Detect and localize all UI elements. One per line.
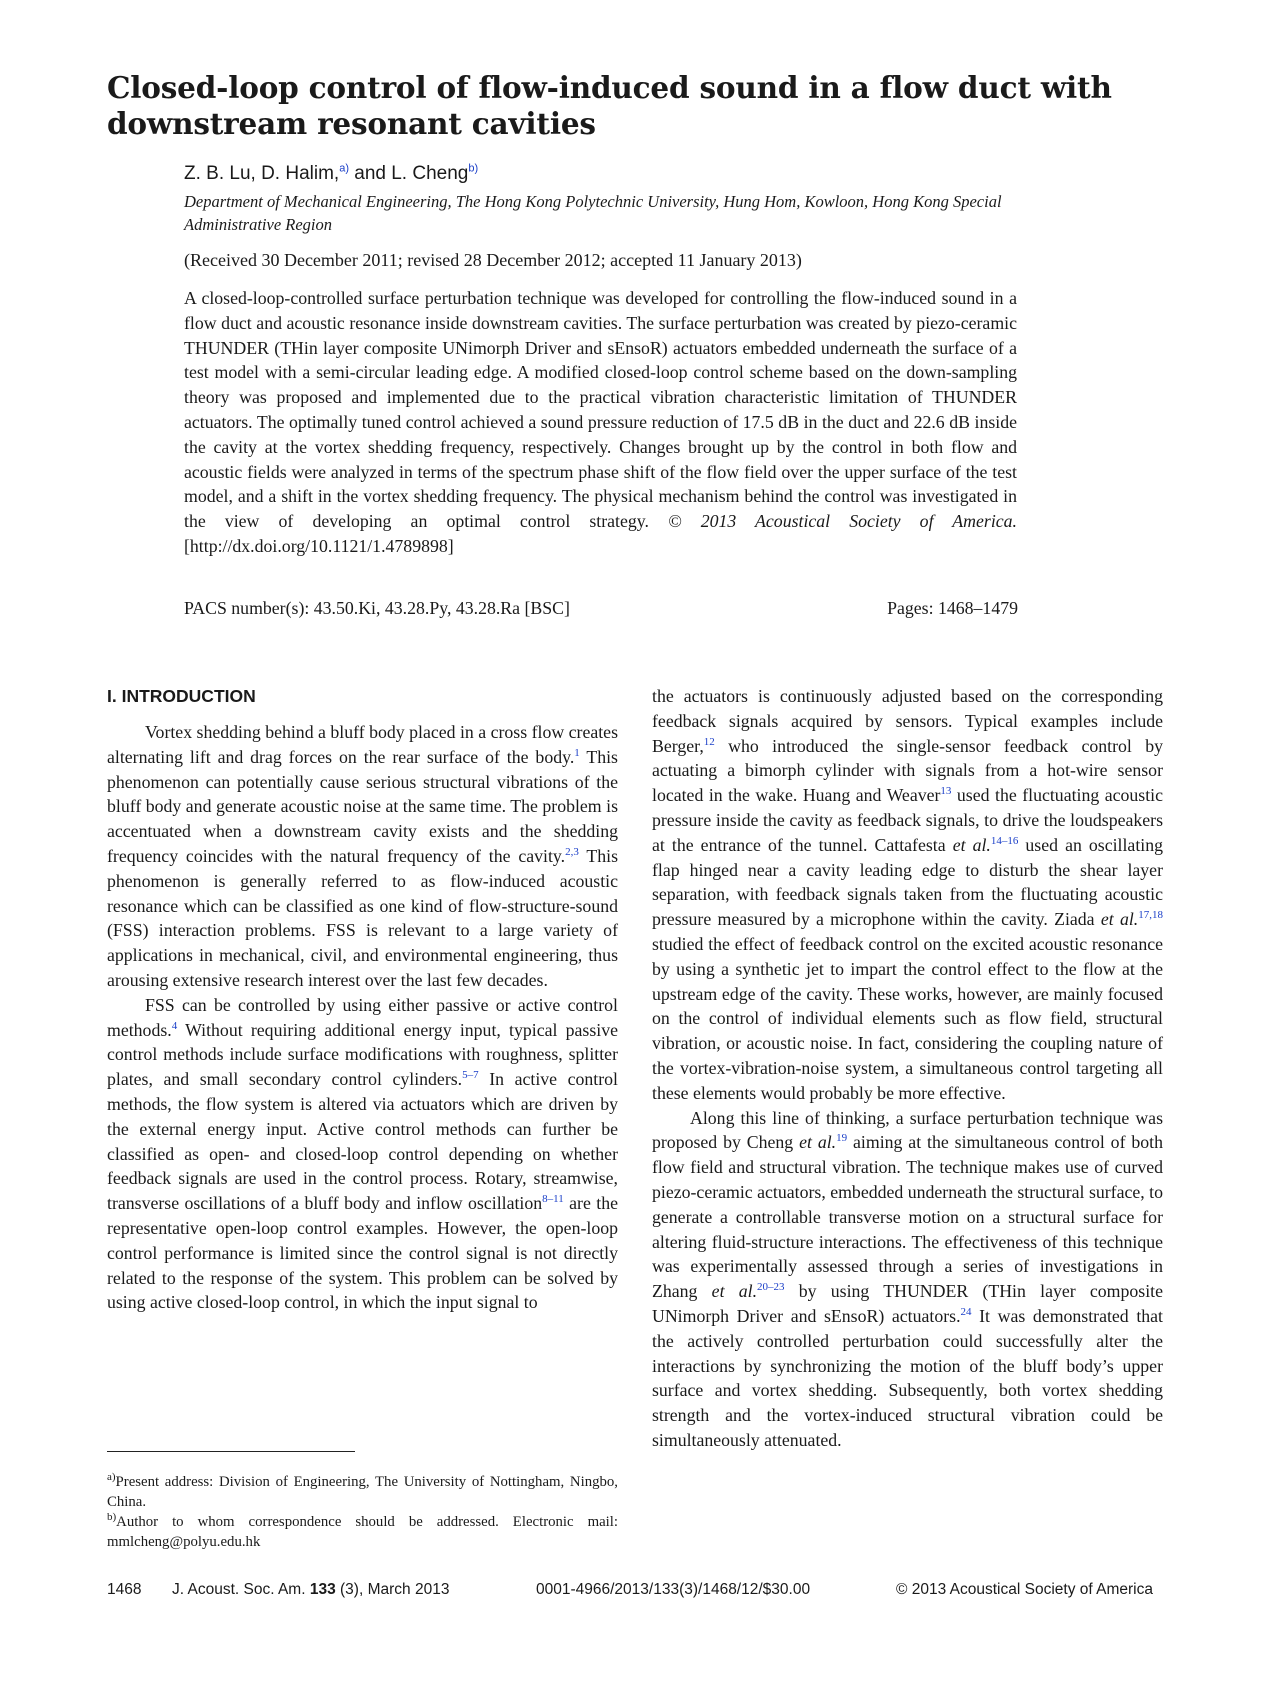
citation-ref[interactable]: 19	[836, 1132, 848, 1145]
text-run: used an oscillating flap hinged near a cavity leading edge to disturb the shear layer separation, with feedback signals taken from the fluctuating acoustic pressure measured by a microphone within the cavity. Ziada	[652, 834, 1163, 930]
text-run: This phenomenon can potentially cause serious structural vibrations of the bluff body and generate acoustic noise at the same time. The problem is accentuated when a downstream cavity exists and the shedding frequency coincides with the natural frequency of the cavity.	[107, 746, 618, 866]
intro-paragraph-2	[107, 993, 618, 1315]
text-run: Without requiring additional energy input, typical passive control methods include surface modifications with roughness, splitter plates, and small secondary control cylinders.	[107, 1019, 618, 1090]
citation-ref[interactable]: 2,3	[565, 846, 579, 859]
received-dates: (Received 30 December 2011; revised 28 December 2012; accepted 11 January 2013)	[184, 250, 802, 270]
citation-ref[interactable]: 20–23	[757, 1281, 785, 1294]
abstract-text: A closed-loop-controlled surface perturbation technique was developed for controlling the flow-induced sound in a flow duct and acoustic resonance inside downstream cavities. The surface perturbation was created by piezo-ceramic THUNDER (THin layer composite UNimorph Driver and sEnsoR) actuators embedded underneath the surface of a test model with a semi-circular leading edge. A modified closed-loop control scheme based on the down-sampling theory was proposed and implemented due to the practical vibration characteristic limitation of THUNDER actuators. The optimally tuned control achieved a sound pressure reduction of 17.5 dB in the duct and 22.6 dB inside the cavity at the vortex shedding frequency, respectively. Changes brought up by the control in both flow and acoustic fields were analyzed in terms of the spectrum phase shift of the flow field over the upper surface of the test model, and a shift in the vortex shedding frequency. The physical mechanism behind the control was investigated in the view of developing an optimal control strategy.	[184, 288, 1017, 532]
italic-run: et al.	[1100, 909, 1139, 930]
author-names-1: Z. B. Lu, D. Halim,	[184, 163, 340, 184]
footer-page-number: 1468	[107, 1581, 142, 1598]
citation-ref[interactable]: 12	[703, 735, 715, 748]
text-run: This phenomenon is generally referred to as flow-induced acoustic resonance which can be classified as one kind of flow-structure-sound (FSS) interaction problems. FSS is relevant to a large variety of applications in mechanical, civil, and environmental engineering, thus arousing extensive research interest over the last few decades.	[107, 845, 618, 990]
citation-ref[interactable]: 8–11	[542, 1193, 564, 1206]
text-run: In active control methods, the flow system is altered via actuators which are driven by the external energy input. Active control methods can further be classified as open- and closed-loop control depending on whether feedback signals are used in the control process. Rotary, streamwise, transverse oscillations of a bluff body and inflow oscillation	[107, 1069, 618, 1214]
paper-title: Closed-loop control of flow-induced sound in a flow duct with downstream resonant cavities	[107, 70, 1112, 141]
citation-ref[interactable]: 5–7	[462, 1069, 479, 1082]
abstract-doi[interactable]: [http://dx.doi.org/10.1121/1.4789898]	[184, 535, 454, 556]
text-run: Along this line of thinking, a surface perturbation technique was proposed by Cheng	[652, 1107, 1163, 1153]
author-list	[184, 163, 478, 185]
text-run: FSS can be controlled by using either passive or active control methods.	[107, 994, 618, 1040]
footer-copyright: © 2013 Acoustical Society of America	[896, 1581, 1153, 1598]
citation-ref[interactable]: 17,18	[1138, 909, 1163, 922]
footnote-b	[107, 1512, 618, 1552]
text-run: the actuators is continuously adjusted based on the corresponding feedback signals acquired by sensors. Typical examples include Berger,	[652, 686, 1163, 756]
journal-name: J. Acoust. Soc. Am.	[172, 1581, 310, 1598]
footnote-a	[107, 1472, 618, 1512]
citation-ref[interactable]: 14–16	[990, 834, 1019, 847]
abstract-copyright: © 2013 Acoustical Society of America.	[668, 511, 1017, 532]
italic-run: et al.	[711, 1281, 758, 1302]
abstract	[184, 286, 1017, 559]
citation-ref[interactable]: 1	[574, 746, 580, 759]
text-run: used the fluctuating acoustic pressure inside the cavity as feedback signals, to drive the loudspeakers at the entrance of the tunnel. Cattafesta	[652, 785, 1163, 855]
intro-paragraph-3	[652, 1106, 1163, 1453]
page-range: Pages: 1468–1479	[887, 598, 1018, 618]
intro-paragraph-1	[107, 720, 618, 993]
journal-volume: 133	[309, 1581, 336, 1598]
right-column	[652, 684, 1163, 1453]
author-names-2: and L. Cheng	[348, 163, 469, 184]
footnote-mark: a)	[107, 1471, 116, 1484]
citation-ref[interactable]: 24	[960, 1306, 972, 1318]
text-run: studied the effect of feedback control on the excited acoustic resonance by using a synthetic jet to impart the control effect to the flow at the upstream edge of the cavity. These works, however, are mainly focused on the control of individual elements such as flow field, structural vibration, or acoustic noise. In fact, considering the coupling nature of the vortex-vibration-noise system, a simultaneous control targeting all these elements would probably be more effective.	[652, 933, 1163, 1103]
footnotes	[107, 1472, 618, 1552]
footnote-text: Author to whom correspondence should be addressed. Electronic mail: mmlcheng@polyu.edu.hk	[107, 1514, 618, 1550]
footer-issn: 0001-4966/2013/133(3)/1468/12/$30.00	[536, 1581, 811, 1598]
text-run: by using THUNDER (THin layer composite UNimorph Driver and sEnsoR) actuators.	[652, 1281, 1163, 1326]
text-run: It was demonstrated that the actively controlled perturbation could successfully alter the interactions by synchronizing the motion of the bluff body’s upper surface and vortex shedding. Subsequently, both vortex shedding strength and the vortex-induced structural vibration could be simultaneously attenuated.	[652, 1305, 1163, 1450]
citation-ref[interactable]: 13	[940, 785, 952, 798]
citation-ref[interactable]: 4	[171, 1019, 178, 1032]
affiliation: Department of Mechanical Engineering, The Hong Kong Polytechnic University, Hung Hom, Kowloon, Hong Kong Special Administrative Region	[184, 192, 1002, 234]
footnote-text: Present address: Division of Engineering, The University of Nottingham, Ningbo, China.	[107, 1474, 618, 1510]
pacs-numbers: PACS number(s): 43.50.Ki, 43.28.Py, 43.28.Ra [BSC]	[184, 598, 570, 618]
footnote-mark: b)	[107, 1511, 117, 1524]
italic-run: et al.	[952, 834, 991, 855]
text-run: who introduced the single-sensor feedback control by actuating a bimorph cylinder with signals from a hot-wire sensor located in the wake. Huang and Weaver	[652, 735, 1163, 806]
footer-journal	[172, 1580, 449, 1600]
footnote-divider	[107, 1451, 355, 1452]
left-column	[107, 720, 618, 1315]
intro-paragraph-2-continued	[652, 684, 1163, 1106]
section-heading-introduction: I. INTRODUCTION	[107, 686, 256, 706]
italic-run: et al.	[799, 1132, 837, 1153]
text-run: aiming at the simultaneous control of both flow field and structural vibration. The technique makes use of curved piezo-ceramic actuators, embedded underneath the structural surface, to generate a controllable transverse motion on a structural surface for altering fluid-structure interactions. The effectiveness of this technique was experimentally assessed through a series of investigations in Zhang	[652, 1132, 1164, 1302]
text-run: Vortex shedding behind a bluff body placed in a cross flow creates alternating lift and drag forces on the rear surface of the body.	[107, 722, 618, 767]
text-run: are the representative open-loop control examples. However, the open-loop control performance is limited since the control signal is not directly related to the response of the system. This problem can be solved by using active closed-loop control, in which the input signal to	[107, 1193, 618, 1313]
journal-issue: (3), March 2013	[335, 1581, 450, 1598]
footnote-ref-a[interactable]: a)	[339, 162, 349, 175]
footnote-ref-b[interactable]: b)	[468, 162, 479, 175]
